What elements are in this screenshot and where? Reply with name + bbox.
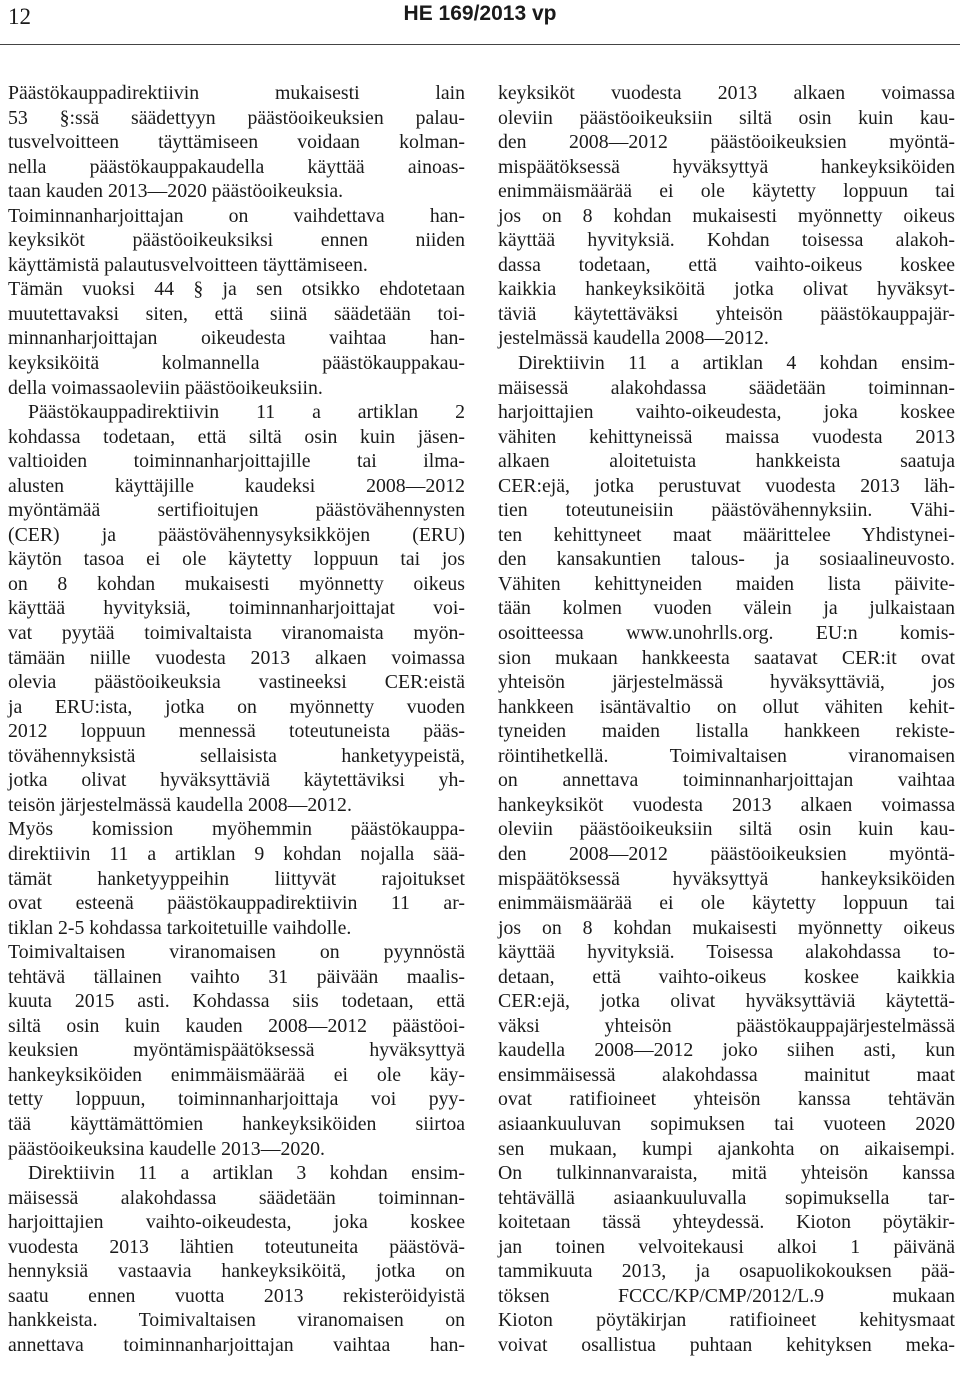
text-line: enimmäismäärää ei ole käytetty loppuun tai (498, 892, 955, 915)
text-line: keuksien myöntämispäätöksessä hyväksyttyä (8, 1039, 465, 1062)
text-line: vähiten kehittyneissä maissa vuodesta 2013 (498, 425, 955, 448)
text-line: 2012 loppuun mennessä toteutuneista pääs- (8, 720, 465, 743)
text-line: väksi yhteisön päästökauppajärjestelmässä (498, 1014, 955, 1037)
text-line: tämät hanketyyppeihin liittyvät rajoitukset (8, 867, 465, 890)
text-line: Tämän vuoksi 44 § ja sen otsikko ehdotetaan (8, 278, 465, 301)
text-line: yhteisön järjestelmässä hyväksyttäviä, jos (498, 671, 955, 694)
text-line: keyksiköitä kolmannella päästökauppakau- (8, 352, 465, 375)
text-line: oleviin päästöoikeuksiin siltä osin kuin kau- (498, 818, 955, 841)
text-line: sen mukaan, kumpi ajankohta on aikaisempi. (498, 1137, 955, 1160)
page-header (0, 0, 960, 40)
text-line: täviä käytettäväksi yhteisön päästökauppajär- (498, 302, 955, 325)
text-line: muutettavaksi siten, että siinä säädetään toi- (8, 302, 465, 325)
text-line: CER:ejä, jotka olivat hyväksyttäviä käytettä- (498, 990, 955, 1013)
text-line: (CER) ja päästövähennysyksikköjen (ERU) (8, 523, 465, 546)
text-line: hankkeista. Toimivaltaisen viranomaisen on (8, 1309, 465, 1332)
text-line: sion mukaan hankkeesta saatavat CER:it ovat (498, 646, 955, 669)
text-line: enimmäismäärää ei ole käytetty loppuun tai (498, 180, 955, 203)
text-line: mispäätöksessä hyväksyttyä hankeyksiköiden (498, 155, 955, 178)
text-line: tammikuuta 2013, ja osapuolikokouksen pää- (498, 1260, 955, 1283)
text-line: saatu ennen vuotta 2013 rekisteröidyistä (8, 1284, 465, 1307)
text-line: alkaen aloitetuista hankkeista saatuja (498, 450, 955, 473)
text-line: keyksiköt vuodesta 2013 alkaen voimassa (498, 82, 955, 104)
text-line: harjoittajien vaihto-oikeudesta, joka koskee (8, 1211, 465, 1234)
text-line: myöntämää sertifioitujen päästövähennysten (8, 499, 465, 522)
text-line: Päästökauppadirektiivin 11 a artiklan 2 (28, 401, 465, 424)
text-line: taan kauden 2013—2020 päästöoikeuksia. (8, 180, 344, 203)
text-line: tövähennyksistä sellaisista hanketyypeistä, (8, 744, 465, 767)
text-line: kohdassa todetaan, että siltä osin kuin jäsen- (8, 425, 465, 448)
text-line: tien toteutuneisiin päästövähennyksiin. Vähi- (498, 499, 955, 522)
text-line: käytön tasoa ei ole käytetty loppuun tai jos (8, 548, 465, 571)
text-line: valtioiden toiminnanharjoittajille tai ilma- (8, 450, 465, 473)
text-line: direktiivin 11 a artiklan 9 kohdan nojalla sää- (8, 842, 465, 865)
text-line: tiklan 2-5 kohdassa tarkoitetuille vaihdolle. (8, 916, 352, 939)
text-line: nella päästökauppakaudella käyttää ainoas- (8, 155, 465, 178)
text-line: on annettava toiminnanharjoittajan vaihtaa (498, 769, 955, 792)
text-line: tetty loppuun, toiminnanharjoittaja voi pyy- (8, 1088, 465, 1111)
page-number: 12 (8, 4, 31, 29)
text-line: käyttää hyvityksiä, toiminnanharjoittajat voi- (8, 597, 465, 620)
text-line: jos on 8 kohdan mukaisesti myönnetty oikeus (498, 204, 955, 227)
text-line: alusten käyttäjille kaudeksi 2008—2012 (8, 474, 465, 497)
text-line: Myös komission myöhemmin päästökauppa- (8, 818, 465, 841)
text-line: Toiminnanharjoittajan on vaihdettava han- (8, 204, 465, 227)
header-divider (0, 44, 960, 45)
text-line: asiaankuuluvan sopimuksen tai vuoteen 2020 (498, 1112, 955, 1135)
text-line: hennyksiä vastaavia hankeyksiköitä, jotka on (8, 1260, 465, 1283)
text-line: päästöoikeuksina kaudelle 2013—2020. (8, 1137, 325, 1160)
text-line: Kioton pöytäkirjan ratifioineet kehitysmaat (498, 1309, 955, 1332)
left-text-column (8, 81, 465, 1357)
text-line: mäisessä alakohdassa säädetään toiminnan- (498, 376, 955, 399)
text-line: tään kolmen vuoden välein ja julkaistaan (498, 597, 955, 620)
text-line: ovat esteenä päästökauppadirektiivin 11 ar- (8, 892, 465, 915)
text-line: tehtävä tällainen vaihto 31 päivään maalis- (8, 965, 465, 988)
text-line: hankeyksiköt vuodesta 2013 alkaen voimassa (498, 793, 955, 816)
text-line: minnanharjoittajan oikeudesta vaihtaa han- (8, 327, 465, 350)
text-line: detaan, että vaihto-oikeus koskee kaikkia (498, 965, 955, 988)
text-line: ovat ratifioineet yhteisön kanssa tehtävän (498, 1088, 955, 1111)
text-line: kaikkia hankeyksiköitä jotka olivat hyväksyt- (498, 278, 955, 301)
text-line: jan toinen velvoitekausi alkoi 1 päivänä (498, 1235, 955, 1258)
document-reference: HE 169/2013 vp (403, 2, 557, 25)
text-line: Direktiivin 11 a artiklan 3 kohdan ensim- (28, 1162, 465, 1185)
text-line: Päästökauppadirektiivin mukaisesti lain (8, 82, 465, 104)
text-line: mäisessä alakohdassa säädetään toiminnan- (8, 1186, 465, 1209)
text-line: töksen FCCC/KP/CMP/2012/L.9 mukaan (498, 1284, 955, 1307)
text-line: harjoittajien vaihto-oikeudesta, joka koskee (498, 401, 955, 424)
text-line: teisön järjestelmässä kaudella 2008—2012. (8, 793, 352, 816)
text-line: kuuta 2015 asti. Kohdassa siis todetaan, että (8, 990, 465, 1013)
text-line: keyksiköt päästöoikeuksiksi ennen niiden (8, 229, 465, 252)
text-line: On tulkinnanvaraista, mitä yhteisön kanssa (498, 1162, 955, 1185)
text-line: dassa todetaan, että vaihto-oikeus koskee (498, 253, 955, 276)
text-line: koitetaan tässä yhteydessä. Kioton pöytäkir- (498, 1211, 955, 1234)
text-line: olevia päästöoikeuksia vastineeksi CER:eistä (8, 671, 465, 694)
text-line: mispäätöksessä hyväksyttyä hankeyksiköiden (498, 867, 955, 890)
text-line: hankkeen isäntävaltio on ollut vähiten kehit- (498, 695, 955, 718)
text-line: röintihetkellä. Toimivaltaisen viranomaisen (498, 744, 955, 767)
text-line: vuodesta 2013 lähtien toteutuneita päästövä- (8, 1235, 465, 1258)
text-line: ensimmäisessä alakohdassa mainitut maat (498, 1063, 955, 1086)
text-line: tyneiden maiden listalla hankkeen rekiste- (498, 720, 955, 743)
text-line: Vähiten kehittyneiden maiden lista päivite- (498, 572, 955, 595)
text-line: voivat osallistua puhtaan kehityksen meka- (498, 1333, 955, 1356)
text-line: tää käyttämättömien hankeyksiköiden siirtoa (8, 1112, 465, 1135)
text-line: jotka olivat hyväksyttäviä käytettäviksi yh- (8, 769, 465, 792)
text-line: annettava toiminnanharjoittajan vaihtaa han- (8, 1333, 465, 1356)
text-line: den 2008—2012 päästöoikeuksien myöntä- (498, 842, 955, 865)
text-line: 53 §:ssä säädettyyn päästöoikeuksien palau- (8, 106, 465, 129)
text-line: jos on 8 kohdan mukaisesti myönnetty oikeus (498, 916, 955, 939)
text-line: kaudella 2008—2012 joko siihen asti, kun (498, 1039, 955, 1062)
text-line: CER:ejä, jotka perustuvat vuodesta 2013 läh- (498, 474, 955, 497)
text-line: käyttää hyvityksiä. Kohdan toisessa alakoh- (498, 229, 955, 252)
text-line: ja ERU:ista, jotka on myönnetty vuoden (8, 695, 465, 718)
text-line: on 8 kohdan mukaisesti myönnetty oikeus (8, 572, 465, 595)
text-line: tehtävällä asiaankuuluvalla sopimuksella tar- (498, 1186, 955, 1209)
text-line: osoitteessa www.unohrlls.org. EU:n komis- (498, 622, 955, 645)
text-line: Toimivaltaisen viranomaisen on pyynnöstä (8, 941, 465, 964)
text-line: vat pyytää toimivaltaista viranomaista myön- (8, 622, 465, 645)
text-line: della voimassaoleviin päästöoikeuksiin. (8, 376, 323, 399)
right-text-column (498, 81, 955, 1357)
text-line: den 2008—2012 päästöoikeuksien myöntä- (498, 131, 955, 154)
text-line: tusvelvoitteen täyttämiseen voidaan kolman- (8, 131, 465, 154)
text-line: den kansakuntien talous- ja sosiaalineuvosto. (498, 548, 955, 571)
text-line: Direktiivin 11 a artiklan 4 kohdan ensim- (518, 352, 955, 375)
text-line: käyttää hyvityksiä. Toisessa alakohdassa to- (498, 941, 955, 964)
text-line: hankeyksiköiden enimmäismäärää ei ole käy- (8, 1063, 465, 1086)
text-line: tämään niille vuodesta 2013 alkaen voimassa (8, 646, 465, 669)
text-line: oleviin päästöoikeuksiin siltä osin kuin kau- (498, 106, 955, 129)
text-line: ten kehittyneet maat määrittelee Yhdistynei- (498, 523, 955, 546)
text-line: käyttämistä palautusvelvoitteen täyttämiseen. (8, 253, 368, 276)
text-line: jestelmässä kaudella 2008—2012. (498, 327, 769, 350)
text-line: siltä osin kuin kauden 2008—2012 päästöoi- (8, 1014, 465, 1037)
